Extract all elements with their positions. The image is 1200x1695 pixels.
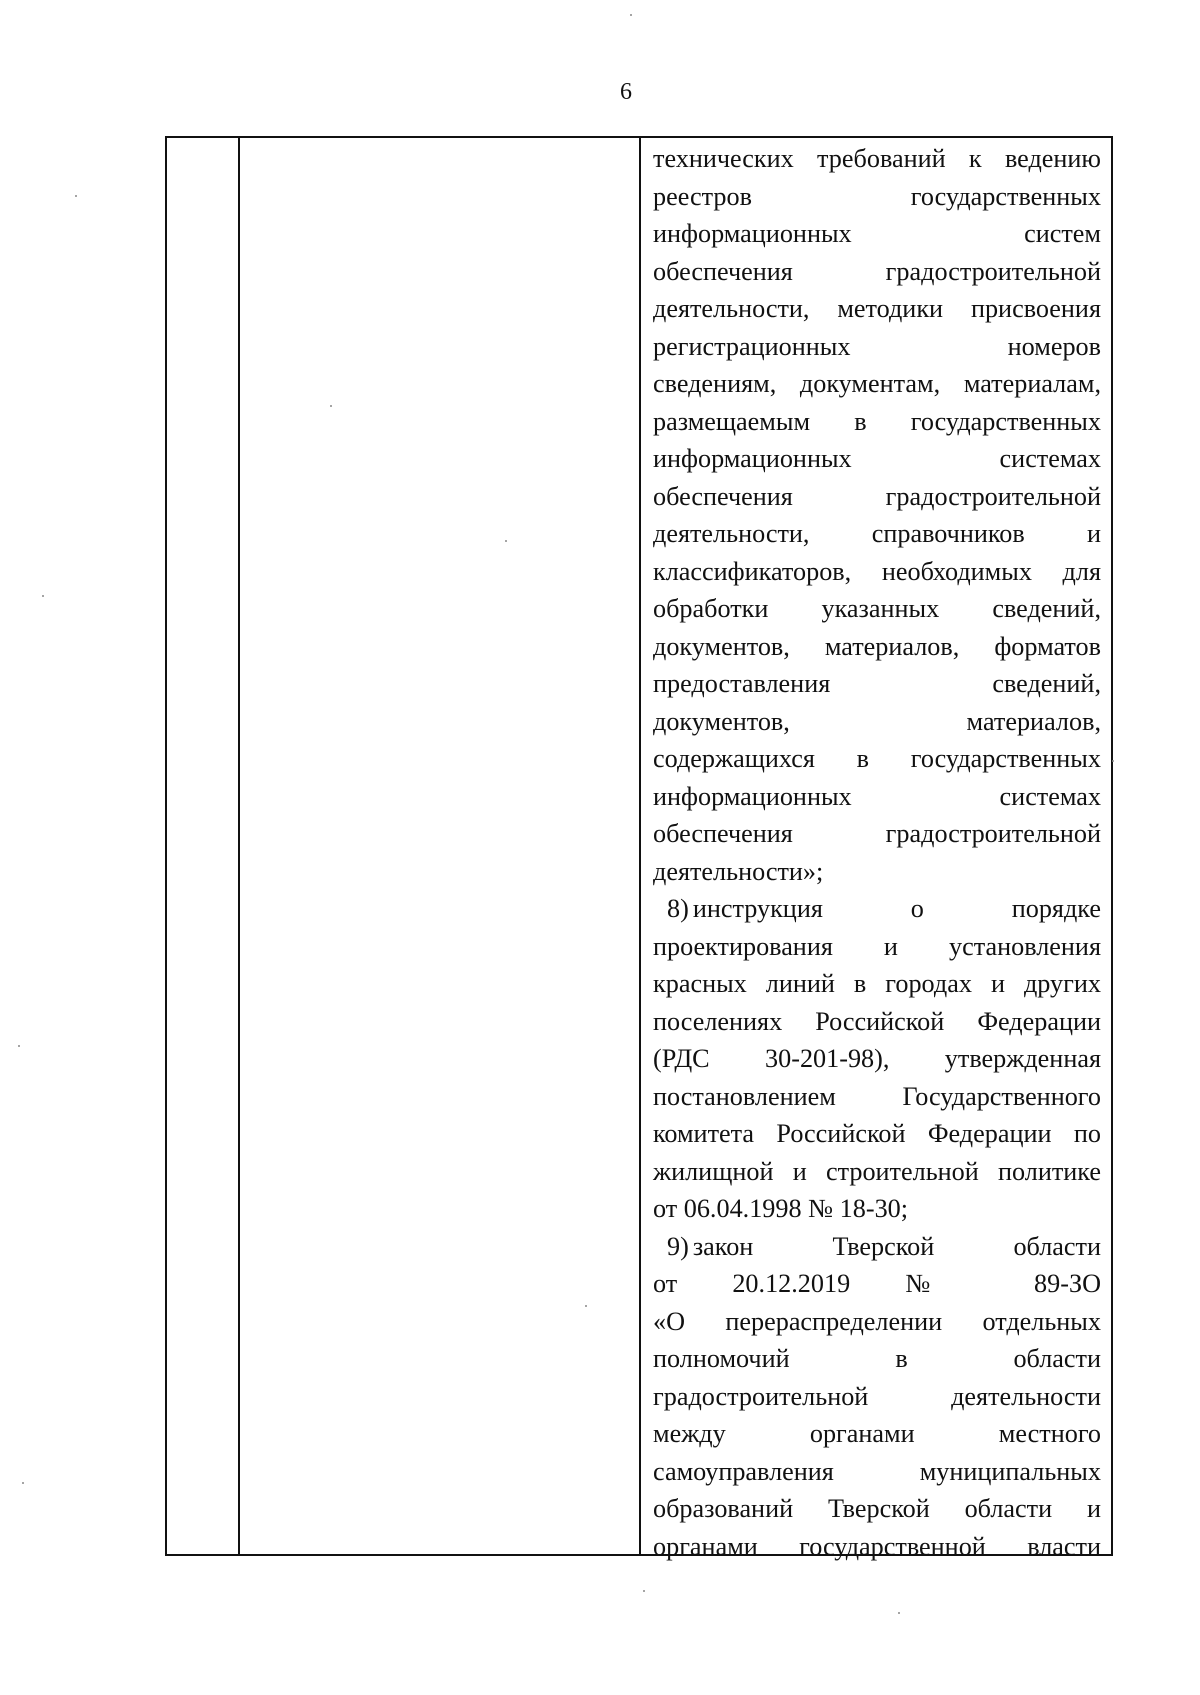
text-line: сведениям, документам, материалам, [653,369,1101,398]
text-line: между органами местного [653,1419,1101,1448]
table-column-number [167,138,240,1554]
table-column-name [240,138,641,1554]
text-line: классификаторов, необходимых для [653,556,1101,586]
text-line: информационных системах [653,781,1101,811]
list-item-8-first-line [653,890,1101,928]
text-line: проектирования и установления [653,931,1101,961]
text-line: деятельности, справочников и [653,519,1101,548]
text-line: реестров государственных [653,181,1101,211]
text-line: комитета Российской Федерации по [653,1119,1101,1148]
list-item-number: 8) [667,894,689,923]
text-line: обеспечения градостроительной [653,819,1101,848]
text-line: красных линий в городах и других [653,969,1101,998]
table-column-text [641,138,1111,1561]
text-line: поселениях Российской Федерации [653,1006,1101,1036]
text-line: регистрационных номеров [653,331,1101,361]
text-line: документов, материалов, [653,706,1101,736]
page-number: 6 [620,79,632,105]
text-line: деятельности, методики присвоения [653,294,1101,323]
text-line: жилищной и строительной политике [653,1156,1101,1186]
list-item-text: закон Тверской области [692,1231,1101,1261]
text-line: размещаемым в государственных [653,406,1101,436]
text-line: обеспечения градостроительной [653,481,1101,511]
text-line: образований Тверской области и [653,1494,1101,1523]
text-line: постановлением Государственного [653,1081,1101,1111]
text-line: градостроительной деятельности [653,1381,1101,1411]
text-line: от 06.04.1998 № 18-30; [653,1194,909,1223]
list-item-text: инструкция о порядке [692,894,1101,923]
text-line: (РДС 30-201-98), утвержденная [653,1044,1101,1073]
text-line: органами государственной власти [653,1531,1101,1561]
text-line: технических требований к ведению [653,144,1101,173]
text-line: самоуправления муниципальных [653,1456,1101,1486]
document-table [165,136,1113,1561]
list-item-9-first-line [653,1228,1101,1266]
text-line: содержащихся в государственных [653,744,1101,773]
text-line: информационных систем [653,219,1101,248]
text-line: информационных системах [653,444,1101,473]
text-line: деятельности»; [653,856,824,886]
list-item-number: 9) [667,1231,689,1261]
text-line: документов, материалов, форматов [653,631,1101,661]
text-line: обеспечения градостроительной [653,256,1101,286]
text-line: предоставления сведений, [653,669,1101,698]
text-line: обработки указанных сведений, [653,594,1101,623]
text-line: «О перераспределении отдельных [653,1306,1101,1336]
text-line: от 20.12.2019 № 89-ЗО [653,1269,1101,1298]
text-line: полномочий в области [653,1344,1101,1373]
